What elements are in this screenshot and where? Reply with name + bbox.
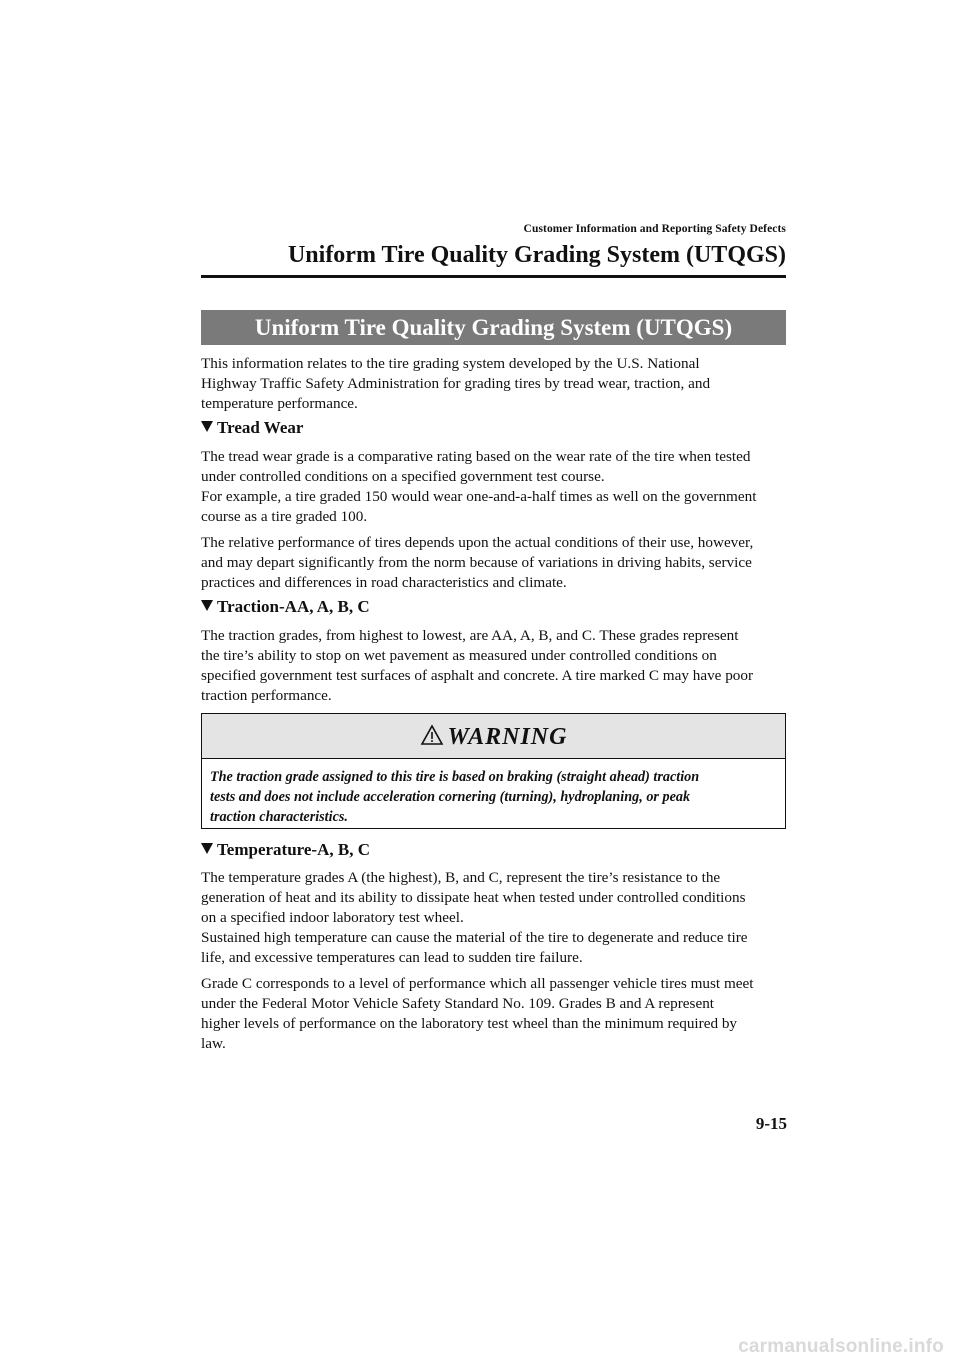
text-line: specified government test surfaces of asphalt and concrete. A tire marked C may have poor <box>201 667 754 684</box>
text-line: on a specified indoor laboratory test wheel. <box>201 909 464 926</box>
page-header-title: Uniform Tire Quality Grading System (UTQGS) <box>287 242 786 268</box>
text-line: and may depart significantly from the norm because of variations in driving habits, service <box>201 554 752 571</box>
temperature-paragraph-2 <box>201 974 786 1054</box>
text-line: The traction grade assigned to this tire is based on braking (straight ahead) traction <box>210 769 700 785</box>
text-line: practices and differences in road characteristics and climate. <box>201 574 567 591</box>
text-line: Sustained high temperature can cause the material of the tire to degenerate and reduce tire <box>201 929 748 946</box>
text-line: Highway Traffic Safety Administration for grading tires by tread wear, traction, and <box>201 375 711 392</box>
text-line: higher levels of performance on the laboratory test wheel than the minimum required by <box>201 1015 738 1032</box>
text-line: traction performance. <box>201 687 332 704</box>
warning-box <box>201 713 786 829</box>
intro-paragraph <box>201 354 786 414</box>
heading-text: Tread Wear <box>217 418 304 437</box>
text-line: temperature performance. <box>201 395 358 412</box>
warning-text <box>210 767 775 827</box>
text-line: Grade C corresponds to a level of performance which all passenger vehicle tires must meet <box>201 975 754 992</box>
traction-heading <box>201 597 370 617</box>
page-number: 9-15 <box>755 1114 787 1133</box>
chapter-label: Customer Information and Reporting Safety Defects <box>523 223 786 235</box>
text-line: generation of heat and its ability to dissipate heat when tested under controlled conditions <box>201 889 746 906</box>
text-line: under controlled conditions on a specified government test course. <box>201 468 605 485</box>
text-line: The tread wear grade is a comparative rating based on the wear rate of the tire when tested <box>201 448 751 465</box>
heading-text: Traction-AA, A, B, C <box>217 597 370 616</box>
text-line: The relative performance of tires depends upon the actual conditions of their use, however, <box>201 534 754 551</box>
tread-wear-heading <box>201 418 303 438</box>
heading-text: Temperature-A, B, C <box>217 840 370 859</box>
text-line: the tire’s ability to stop on wet pavement as measured under controlled conditions on <box>201 647 717 664</box>
text-line: traction characteristics. <box>210 809 348 825</box>
watermark: carmanualsonline.info <box>738 1336 944 1357</box>
warning-label: WARNING <box>447 724 568 750</box>
triangle-bullet-icon <box>201 421 213 432</box>
warning-triangle-icon <box>420 724 444 746</box>
header-divider <box>201 275 786 278</box>
text-line: For example, a tire graded 150 would wear one-and-a-half times as well on the government <box>201 488 757 505</box>
text-line: tests and does not include acceleration cornering (turning), hydroplaning, or peak <box>210 789 691 805</box>
text-line: The traction grades, from highest to lowest, are AA, A, B, and C. These grades represent <box>201 627 739 644</box>
tread-wear-paragraph-1 <box>201 447 786 527</box>
warning-header <box>202 714 785 759</box>
text-line: course as a tire graded 100. <box>201 508 368 525</box>
text-line: This information relates to the tire grading system developed by the U.S. National <box>201 355 700 372</box>
traction-paragraph <box>201 626 786 706</box>
tread-wear-paragraph-2 <box>201 533 786 593</box>
temperature-heading <box>201 840 370 860</box>
temperature-paragraph-1 <box>201 868 786 968</box>
text-line: life, and excessive temperatures can lead to sudden tire failure. <box>201 949 583 966</box>
triangle-bullet-icon <box>201 843 213 854</box>
text-line: law. <box>201 1035 226 1052</box>
triangle-bullet-icon <box>201 600 213 611</box>
text-line: under the Federal Motor Vehicle Safety Standard No. 109. Grades B and A represent <box>201 995 715 1012</box>
section-title-banner: Uniform Tire Quality Grading System (UTQGS) <box>201 310 786 345</box>
text-line: The temperature grades A (the highest), B, and C, represent the tire’s resistance to the <box>201 869 721 886</box>
